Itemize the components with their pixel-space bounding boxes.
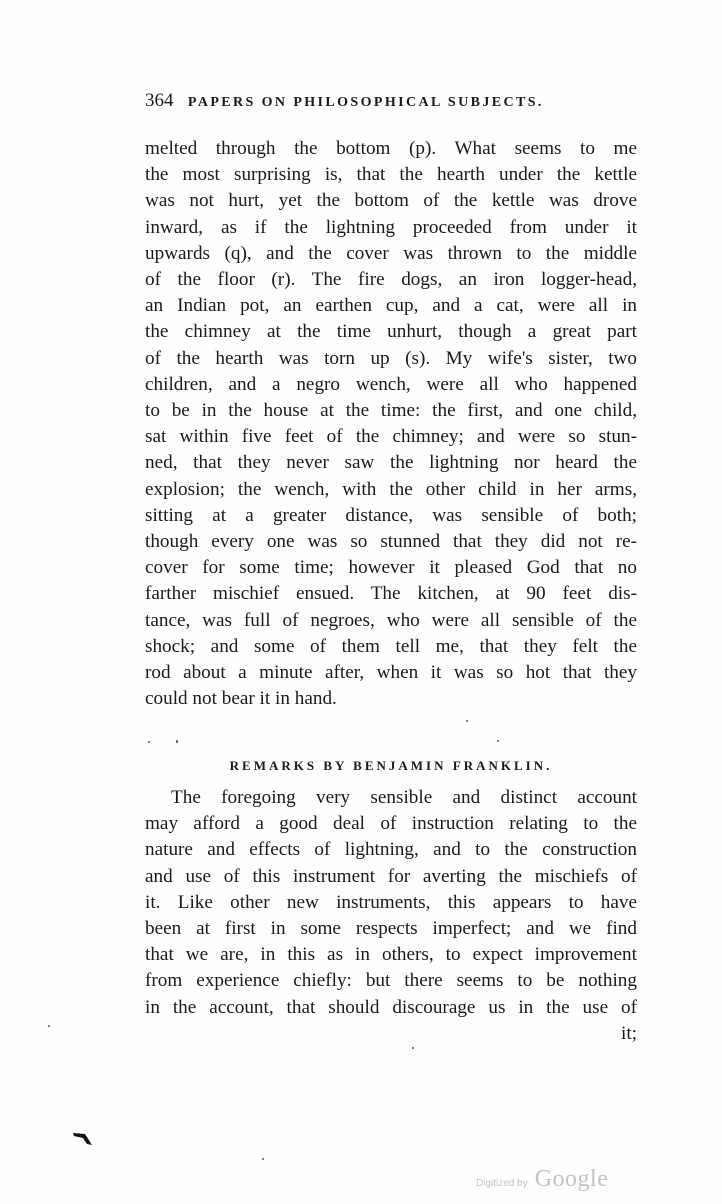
text-line: from experience chiefly: but there seems to be nothing — [145, 970, 637, 992]
text-line: farther mischief ensued. The kitchen, at 90 feet dis- — [145, 583, 637, 605]
scan-speck — [48, 1025, 50, 1027]
scan-speck — [148, 741, 150, 743]
text-line: an Indian pot, an earthen cup, and a cat, were all in — [145, 295, 637, 317]
text-line: upwards (q), and the cover was thrown to the middle — [145, 242, 637, 264]
text-line: the chimney at the time unhurt, though a great part — [145, 321, 637, 343]
section-heading: REMARKS BY BENJAMIN FRANKLIN. — [229, 758, 553, 773]
text-line: of the hearth was torn up (s). My wife's sister, two — [145, 347, 637, 369]
text-line: ned, that they never saw the lightning nor heard the — [145, 452, 637, 474]
text-line: was not hurt, yet the bottom of the kettle was drove — [145, 190, 637, 212]
scan-speck — [262, 1158, 264, 1160]
paragraph-remarks — [145, 785, 637, 1047]
scan-speck — [176, 740, 178, 743]
text-line: the most surprising is, that the hearth under the kettle — [145, 164, 637, 186]
text-line: melted through the bottom (p). What seems to me — [145, 138, 637, 159]
text-line: may afford a good deal of instruction relating to the — [145, 813, 637, 835]
paragraph-account — [145, 136, 637, 712]
running-head — [145, 90, 645, 112]
text-line: children, and a negro wench, were all who happened — [145, 373, 637, 395]
text-line: nature and effects of lightning, and to the construction — [145, 839, 637, 861]
text-line: it. Like other new instruments, this appears to have — [145, 891, 637, 913]
watermark-prefix: Digitized by — [476, 1178, 528, 1189]
text-line: though every one was so stunned that they did not re- — [145, 531, 637, 553]
text-line: explosion; the wench, with the other child in her arms, — [145, 478, 637, 500]
text-line: rod about a minute after, when it was so hot that they — [145, 662, 637, 684]
text-line: The foregoing very sensible and distinct account — [171, 787, 637, 808]
text-line: been at first in some respects imperfect; and we find — [145, 918, 637, 940]
text-line: tance, was full of negroes, who were all sensible of the — [145, 609, 637, 631]
text-line: that we are, in this as in others, to expect improvement — [145, 944, 637, 966]
scan-speck — [466, 720, 468, 722]
text-line: in the account, that should discourage us in the use of — [145, 996, 637, 1018]
text-line: sitting at a greater distance, was sensible of both; — [145, 504, 637, 526]
scan-speck — [497, 740, 499, 742]
text-line: could not bear it in hand. — [145, 688, 337, 710]
text-line: of the floor (r). The fire dogs, an iron logger-head, — [145, 269, 637, 291]
text-line: cover for some time; however it pleased God that no — [145, 557, 637, 579]
google-logo: Google — [534, 1166, 609, 1192]
running-title: PAPERS ON PHILOSOPHICAL SUBJECTS. — [187, 95, 544, 110]
text-line: shock; and some of them tell me, that they felt the — [145, 635, 637, 657]
page-number: 364 — [145, 90, 174, 111]
text-line: to be in the house at the time: the first, and one child, — [145, 400, 637, 422]
scan-speck — [412, 1047, 414, 1049]
text-line: and use of this instrument for averting the mischiefs of — [145, 865, 637, 887]
text-line: inward, as if the lightning proceeded from under it — [145, 216, 637, 238]
digitization-watermark — [476, 1166, 608, 1193]
catchword: it; — [621, 1022, 637, 1044]
page-corner-mark — [72, 1130, 94, 1146]
text-line: sat within five feet of the chimney; and were so stun- — [145, 426, 637, 448]
